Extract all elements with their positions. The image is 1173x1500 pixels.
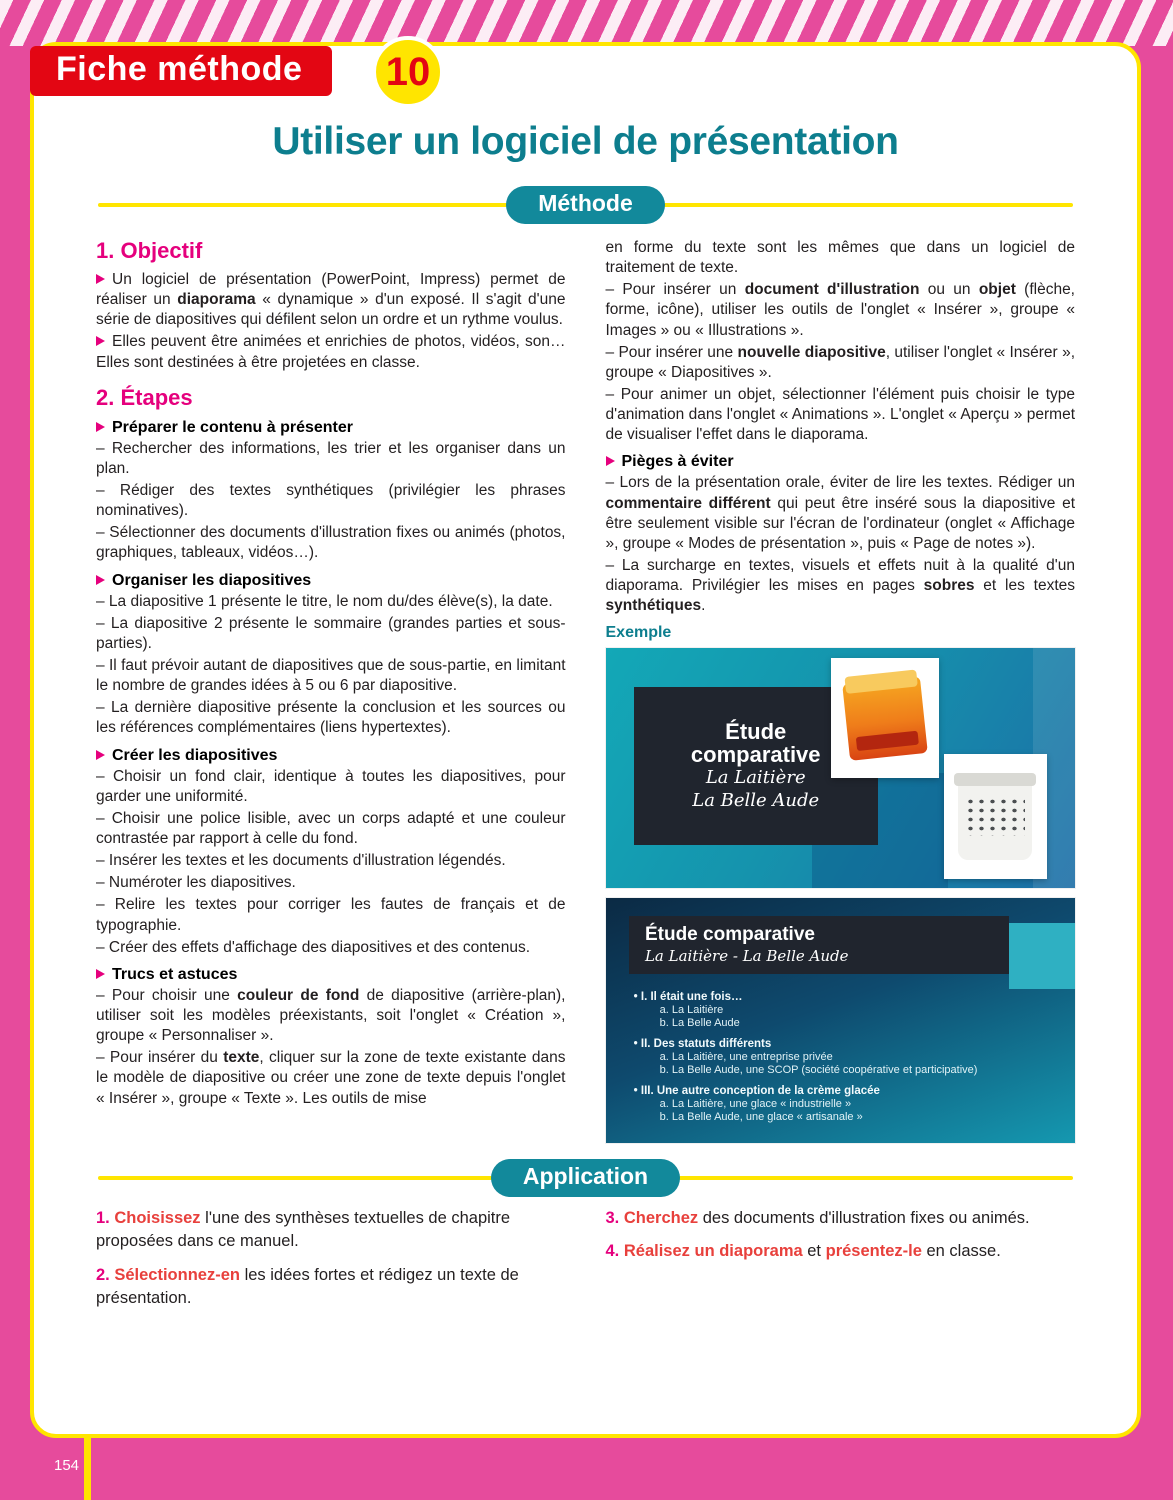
method-paragraph: – Choisir une police lisible, avec un corps adapté et une couleur contrastée par rapport à celle du fond. xyxy=(96,809,566,847)
corner-yellow-bar xyxy=(84,1438,91,1500)
application-item-number: 4. xyxy=(605,1242,620,1261)
method-paragraph: – Numéroter les diapositives. xyxy=(96,874,296,892)
application-item-number: 2. xyxy=(96,1265,110,1284)
method-paragraph: – Relire les textes pour corriger les fautes de français et de typographie. xyxy=(96,896,566,934)
method-paragraph: – La dernière diapositive présente la conclusion et les sources ou les références complémentaires (liens hypertextes). xyxy=(96,699,566,737)
section-heading: 2. Étapes xyxy=(96,384,193,410)
fiche-number-label: 10 xyxy=(385,49,431,94)
bullet-triangle-icon xyxy=(96,274,105,284)
method-paragraph: – La surcharge en textes, visuels et effets nuit à la qualité d'un diaporama. Privilégier les mises en pages sobres et les textes synthétiques. xyxy=(605,556,1075,615)
slide2-outline-subitem: b. La Belle Aude, une glace « artisanale » xyxy=(659,1111,863,1124)
subsection-heading: Pièges à éviter xyxy=(606,453,1076,471)
slide2-outline-group xyxy=(634,1038,1057,1076)
method-paragraph: – Pour choisir une couleur de fond de diapositive (arrière-plan), utiliser soit les modèles préexistants, soit l'onglet « Création », groupe « Personnaliser ». xyxy=(96,986,566,1045)
method-paragraph: Un logiciel de présentation (PowerPoint, Impress) permet de réaliser un diaporama « dynamique » d'un exposé. Il s'agit d'une série de diapositives qui défilent selon un ordre et un rythme voulus. xyxy=(96,271,566,329)
fiche-methode-banner xyxy=(30,46,332,96)
method-paragraph: Elles peuvent être animées et enrichies de photos, vidéos, son… Elles sont destinées à être projetées en classe. xyxy=(96,333,566,371)
application-item: 3. Cherchez des documents d'illustration fixes ou animés. xyxy=(605,1209,1030,1228)
application-column-right xyxy=(606,1207,1076,1319)
ice-cream-carton-image xyxy=(842,676,927,761)
slide2-outline-subitem: a. La Laitière xyxy=(659,1004,724,1017)
section-heading: 1. Objectif xyxy=(96,238,203,263)
method-paragraph: – Pour insérer du texte, cliquer sur la zone de texte existante dans le modèle de diapositive ou créer une zone de texte depuis l'onglet « Insérer », groupe « Texte ». Les outils de mise xyxy=(96,1049,566,1107)
slide2-outline-subitem: b. La Belle Aude, une SCOP (société coopérative et participative) xyxy=(659,1064,978,1077)
slide2-title: Étude comparative xyxy=(644,924,815,946)
method-paragraph: – Il faut prévoir autant de diapositives que de sous-partie, en limitant le nombre de grandes idées à 5 ou 6 par diapositive. xyxy=(96,656,566,695)
method-paragraph: – Lors de la présentation orale, éviter de lire les textes. Rédiger un commentaire différent qui peut être inséré sous la diapositive et être seulement visible sur l'écran de l'ordinateur (onglet « Affichage », groupe « Modes de présentation », puis « Page de notes »). xyxy=(605,474,1075,552)
slide2-outline-item: • II. Des statuts différents xyxy=(633,1038,772,1051)
page-title: Utiliser un logiciel de présentation xyxy=(272,120,899,163)
slide2-outline xyxy=(634,991,1057,1132)
subsection-heading: Préparer le contenu à présenter xyxy=(96,419,566,437)
application-item: 2. Sélectionnez-en les idées fortes et rédigez un texte de présentation. xyxy=(96,1265,519,1307)
method-paragraph: – Pour animer un objet, sélectionner l'élément puis choisir le type d'animation dans l'onglet « Animations ». L'onglet « Aperçu » permet de visualiser l'effet dans le diaporama. xyxy=(605,385,1075,444)
slide2-outline-group xyxy=(634,1085,1057,1123)
slide2-outline-subitem: a. La Laitière, une entreprise privée xyxy=(659,1051,833,1064)
method-column-left xyxy=(96,236,566,1143)
slide1-brand-2: La Belle Aude xyxy=(692,789,820,811)
slide1-brand-1: La Laitière xyxy=(705,767,806,789)
bullet-triangle-icon xyxy=(606,456,615,466)
bullet-triangle-icon xyxy=(96,336,105,346)
slide1-photo-carton xyxy=(831,658,939,778)
example-label: Exemple xyxy=(605,624,672,642)
application-columns xyxy=(96,1207,1075,1319)
slide2-outline-item: • III. Une autre conception de la crème glacée xyxy=(633,1085,880,1098)
slide2-subtitle: La Laitière - La Belle Aude xyxy=(644,947,849,966)
method-paragraph: – Rechercher des informations, les trier et les organiser dans un plan. xyxy=(96,439,566,477)
example-slide-2 xyxy=(606,898,1076,1143)
methode-section-divider xyxy=(96,184,1075,226)
slide2-accent-square xyxy=(1009,923,1075,989)
slide2-outline-subitem: a. La Laitière, une glace « industrielle » xyxy=(659,1098,852,1111)
method-right-blocks xyxy=(606,238,1076,642)
method-paragraph: – Insérer les textes et les documents d'illustration légendés. xyxy=(96,852,506,870)
slide2-outline-item: • I. Il était une fois… xyxy=(633,991,743,1004)
application-item: 1. Choisissez l'une des synthèses textuelles de chapitre proposées dans ce manuel. xyxy=(96,1209,511,1251)
method-paragraph: en forme du texte sont les mêmes que dans un logiciel de traitement de texte. xyxy=(605,239,1075,277)
method-paragraph: – Créer des effets d'affichage des diapositives et des contenus. xyxy=(96,938,531,956)
slide1-title-line2: comparative xyxy=(690,742,821,768)
method-paragraph: – Pour insérer une nouvelle diapositive, utiliser l'onglet « Insérer », groupe « Diapositives ». xyxy=(605,343,1075,381)
slide2-outline-subitem: b. La Belle Aude xyxy=(659,1017,740,1030)
application-item: 4. Réalisez un diaporama et présentez-le en classe. xyxy=(605,1242,1001,1261)
fiche-methode-banner-label: Fiche méthode xyxy=(56,49,303,88)
page-content xyxy=(34,46,1137,1434)
slide2-outline-group xyxy=(634,991,1057,1029)
methode-pill: Méthode xyxy=(506,186,665,224)
method-paragraph: – Pour insérer un document d'illustration ou un objet (flèche, forme, icône), utiliser les outils de l'onglet « Insérer », groupe « Images » ou « Illustrations ». xyxy=(605,281,1075,339)
page-number: 154 xyxy=(54,1457,80,1474)
subsection-heading: Créer les diapositives xyxy=(96,747,566,765)
bullet-triangle-icon xyxy=(96,575,105,585)
application-item-number: 1. xyxy=(96,1209,110,1228)
decorative-diagonal-stripes xyxy=(0,0,1173,46)
slide1-title-line1: Étude xyxy=(725,718,787,744)
subsection-heading: Trucs et astuces xyxy=(96,966,566,984)
method-left-blocks xyxy=(96,238,566,1109)
method-columns xyxy=(96,236,1075,1143)
ice-cream-tub-image xyxy=(958,773,1032,860)
method-column-right xyxy=(606,236,1076,1143)
bullet-triangle-icon xyxy=(96,422,105,432)
subsection-heading: Organiser les diapositives xyxy=(96,572,566,590)
method-paragraph: – La diapositive 1 présente le titre, le nom du/des élève(s), la date. xyxy=(96,592,553,610)
method-paragraph: – Sélectionner des documents d'illustration fixes ou animés (photos, graphiques, tableaux, vidéos…). xyxy=(96,524,566,562)
fiche-number-badge xyxy=(372,36,444,108)
application-pill: Application xyxy=(491,1159,680,1197)
application-section-divider xyxy=(96,1157,1075,1199)
method-paragraph: – Rédiger des textes synthétiques (privilégier les phrases nominatives). xyxy=(96,481,566,520)
method-paragraph: – La diapositive 2 présente le sommaire (grandes parties et sous-parties). xyxy=(96,614,566,652)
slide2-title-bar xyxy=(629,916,1009,975)
application-column-left xyxy=(96,1207,566,1319)
page-sheet xyxy=(30,42,1141,1438)
slide1-photo-tub xyxy=(944,754,1047,879)
method-paragraph: – Choisir un fond clair, identique à toutes les diapositives, pour garder une uniformité. xyxy=(96,767,566,805)
bullet-triangle-icon xyxy=(96,750,105,760)
example-slide-1 xyxy=(606,648,1076,888)
application-item-number: 3. xyxy=(605,1209,620,1228)
bullet-triangle-icon xyxy=(96,969,105,979)
